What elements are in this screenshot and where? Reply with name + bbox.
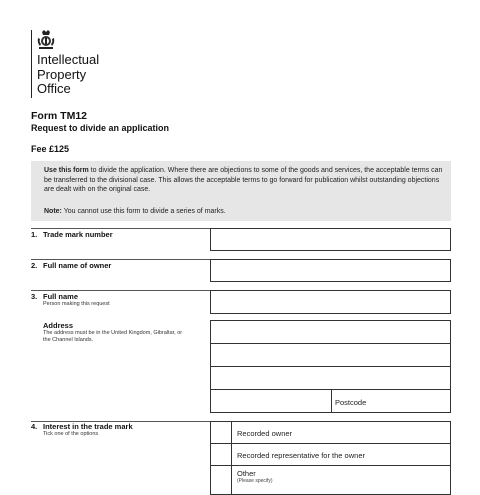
notice-use-paragraph — [44, 166, 444, 195]
logo-rule — [31, 30, 32, 98]
notice-note-paragraph — [44, 207, 444, 217]
checkbox-other[interactable] — [210, 465, 232, 495]
form-title: Form TM12 — [31, 110, 88, 122]
q4-hint: Tick one of the options — [43, 431, 99, 437]
address-label: Address — [43, 321, 74, 330]
trade-mark-number-field[interactable] — [210, 228, 451, 251]
q2-label: Full name of owner — [43, 261, 112, 270]
checkbox-recorded-owner[interactable] — [210, 421, 232, 444]
address-hint: The address must be in the United Kingdom, Gibraltar, or the Channel Islands. — [43, 330, 183, 343]
q1-number: 1. — [31, 230, 38, 239]
notice-box — [31, 161, 451, 221]
postcode-label: Postcode — [335, 398, 367, 407]
q3-number: 3. — [31, 292, 38, 301]
q1-label: Trade mark number — [43, 230, 113, 239]
owner-name-field[interactable] — [210, 259, 451, 282]
checkbox-recorded-representative[interactable] — [210, 443, 232, 466]
option-recorded-representative-label: Recorded representative for the owner — [237, 451, 365, 460]
address-line-2-field[interactable] — [210, 343, 451, 367]
option-recorded-representative — [231, 443, 451, 466]
option-recorded-owner-label: Recorded owner — [237, 429, 293, 438]
notice-note-text: You cannot use this form to divide a series of marks. — [61, 208, 226, 215]
form-subtitle: Request to divide an application — [31, 123, 170, 133]
address-line-3-field[interactable] — [210, 366, 451, 390]
q3-label: Full name — [43, 292, 79, 301]
option-other-hint: (Please specify) — [237, 478, 273, 484]
option-other-label: Other — [237, 469, 256, 478]
org-line-1: Intellectual — [37, 52, 100, 67]
address-line-4-field[interactable] — [210, 389, 332, 413]
q3-hint: Person making this request — [43, 301, 110, 307]
full-name-field[interactable] — [210, 290, 451, 314]
address-line-1-field[interactable] — [210, 320, 451, 344]
org-line-2: Property — [37, 66, 87, 82]
q4-number: 4. — [31, 422, 38, 431]
q4-label: Interest in the trade mark — [43, 422, 133, 431]
notice-note-bold: Note: — [44, 208, 62, 215]
royal-crest-icon — [36, 29, 56, 51]
notice-use-text: to divide the application. Where there are objections to some of the goods and services, the acceptable terms can be transferred to the divisional case. This allows the acceptable terms to go forward for publication whilst outstanding objections are dealt with on the original case. — [44, 167, 443, 193]
option-recorded-owner — [231, 421, 451, 444]
fee-label: Fee £125 — [31, 144, 70, 154]
q2-number: 2. — [31, 261, 38, 270]
postcode-field[interactable] — [331, 389, 451, 413]
org-line-3: Office — [37, 81, 71, 96]
notice-use-bold: Use this form — [44, 167, 89, 174]
option-other — [231, 465, 451, 495]
organisation-name — [37, 53, 99, 97]
